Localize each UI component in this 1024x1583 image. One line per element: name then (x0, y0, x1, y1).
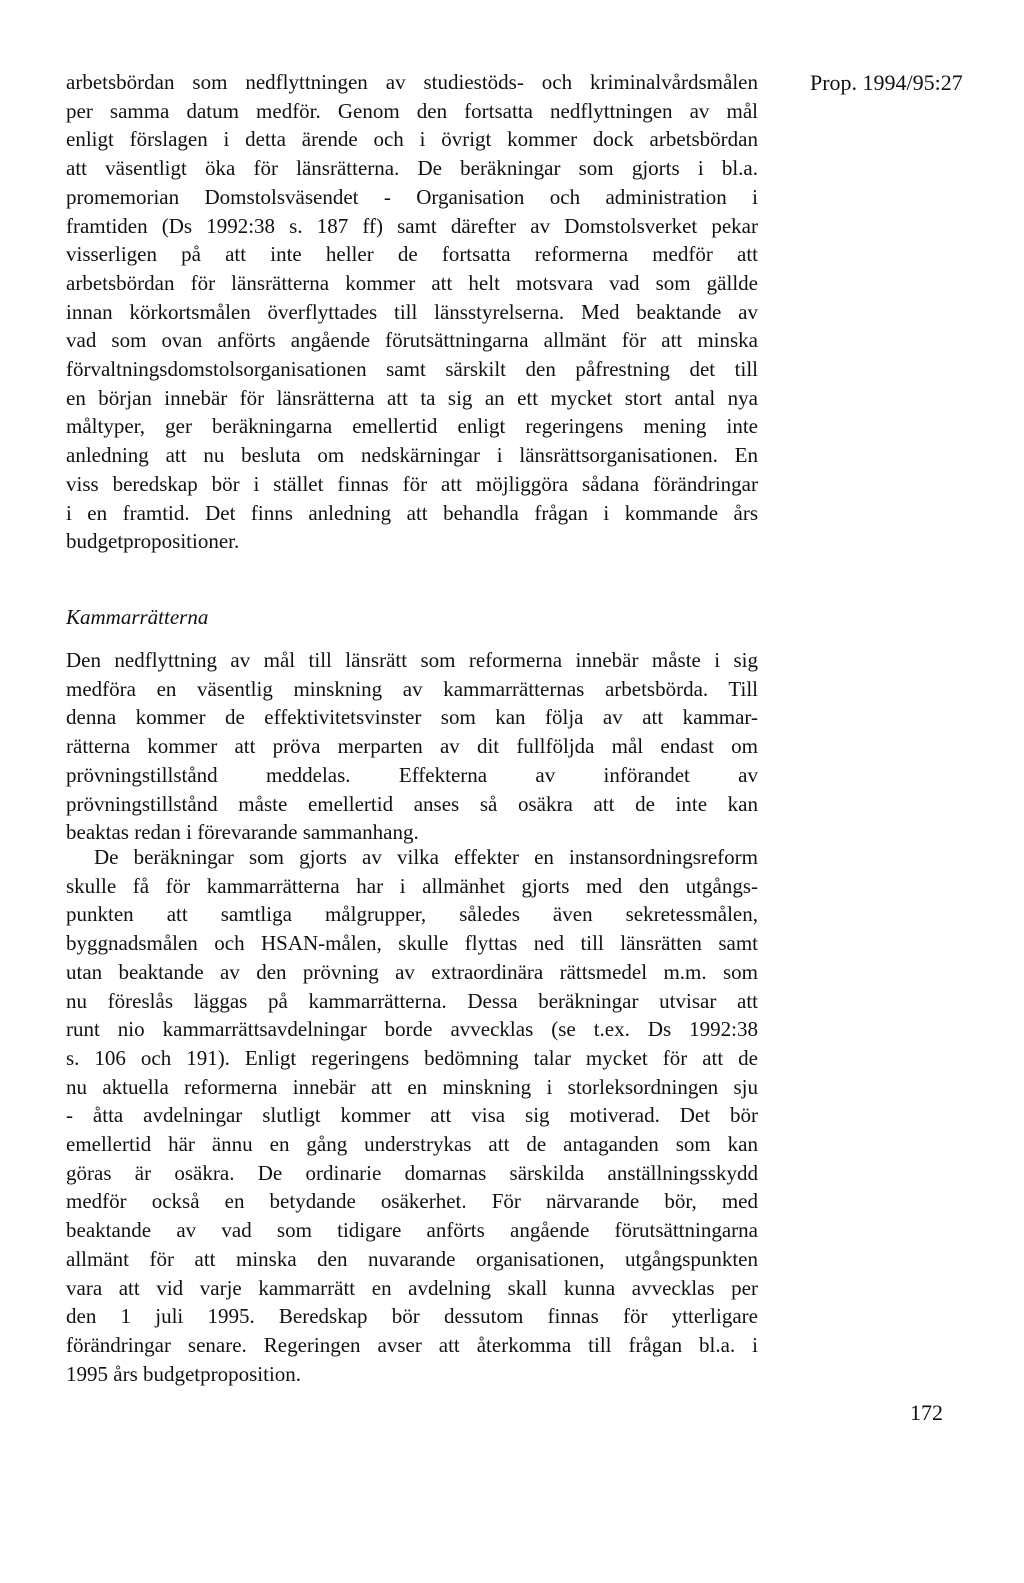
text-line: beaktande av vad som tidigare anförts angående förutsättningarna (66, 1218, 758, 1243)
text-line: i en framtid. Det finns anledning att behandla frågan i kommande års (66, 500, 758, 525)
text-line: rätterna kommer att pröva merparten av dit fullföljda mål endast om (66, 734, 758, 759)
text-line: nu föreslås läggas på kammarrätterna. Dessa beräkningar utvisar att (66, 988, 758, 1013)
paragraph-3 (66, 843, 758, 1388)
text-line: göras är osäkra. De ordinarie domarnas särskilda anställningsskydd (66, 1160, 758, 1185)
text-line: skulle få för kammarrätterna har i allmänhet gjorts med den utgångs- (66, 873, 758, 898)
paragraph-1 (66, 68, 758, 556)
text-line: en början innebär för länsrätterna att ta sig an ett mycket stort antal nya (66, 385, 758, 410)
text-line: framtiden (Ds 1992:38 s. 187 ff) samt därefter av Domstolsverket pekar (66, 213, 758, 238)
text-line: arbetsbördan som nedflyttningen av studiestöds- och kriminalvårdsmålen (66, 70, 758, 94)
text-line: byggnadsmålen och HSAN-målen, skulle flyttas ned till länsrätten samt (66, 931, 758, 956)
section-heading: Kammarrätterna (66, 605, 209, 629)
text-line: anledning att nu besluta om nedskärningar i länsrättsorganisationen. En (66, 443, 758, 468)
text-line: nu aktuella reformerna innebär att en minskning i storleksordningen sju (66, 1074, 758, 1099)
text-line: innan körkortsmålen överflyttades till länsstyrelserna. Med beaktande av (66, 299, 758, 324)
text-line: De beräkningar som gjorts av vilka effekter en instansordningsreform (94, 845, 758, 869)
text-line: visserligen på att inte heller de fortsatta reformerna medför att (66, 242, 758, 267)
text-line: vara att vid varje kammarrätt en avdelning skall kunna avvecklas per (66, 1275, 758, 1300)
text-line: punkten att samtliga målgrupper, således även sekretessmålen, (66, 902, 758, 927)
text-line: s. 106 och 191). Enligt regeringens bedömning talar mycket för att de (66, 1045, 758, 1070)
text-line: beaktas redan i förevarande sammanhang. (66, 820, 419, 845)
text-line: allmänt för att minska den nuvarande organisationen, utgångspunkten (66, 1246, 758, 1271)
text-line: denna kommer de effektivitetsvinster som kan följa av att kammar- (66, 705, 758, 730)
text-line: förändringar senare. Regeringen avser att återkomma till frågan bl.a. i (66, 1332, 758, 1357)
text-line: prövningstillstånd meddelas. Effekterna av införandet av (66, 762, 758, 787)
text-line: medföra en väsentlig minskning av kammarrätternas arbetsbörda. Till (66, 676, 758, 701)
text-line: emellertid här ännu en gång understrykas att de antaganden som kan (66, 1132, 758, 1157)
text-line: arbetsbördan för länsrätterna kommer att helt motsvara vad som gällde (66, 270, 758, 295)
proposition-reference: Prop. 1994/95:27 (810, 70, 963, 95)
text-line: måltyper, ger beräkningarna emellertid enligt regeringens mening inte (66, 414, 758, 439)
text-line: den 1 juli 1995. Beredskap bör dessutom finnas för ytterligare (66, 1304, 758, 1329)
paragraph-2 (66, 646, 758, 847)
text-line: enligt förslagen i detta ärende och i övrigt kommer dock arbetsbördan (66, 127, 758, 152)
text-line: 1995 års budgetproposition. (66, 1361, 302, 1386)
text-line: promemorian Domstolsväsendet - Organisation och administration i (66, 184, 758, 209)
text-line: runt nio kammarrättsavdelningar borde avvecklas (se t.ex. Ds 1992:38 (66, 1017, 758, 1042)
text-line: budgetpropositioner. (66, 529, 240, 554)
text-line: per samma datum medför. Genom den fortsatta nedflyttningen av mål (66, 98, 758, 123)
text-line: medför också en betydande osäkerhet. För närvarande bör, med (66, 1189, 758, 1214)
text-line: prövningstillstånd måste emellertid anses så osäkra att de inte kan (66, 791, 758, 816)
text-line: - åtta avdelningar slutligt kommer att visa sig motiverad. Det bör (66, 1103, 758, 1128)
text-line: förvaltningsdomstolsorganisationen samt särskilt den påfrestning det till (66, 357, 758, 382)
page-number: 172 (910, 1400, 943, 1425)
text-line: utan beaktande av den prövning av extraordinära rättsmedel m.m. som (66, 959, 758, 984)
text-line: vad som ovan anförts angående förutsättningarna allmänt för att minska (66, 328, 758, 353)
text-line: viss beredskap bör i stället finnas för att möjliggöra sådana förändringar (66, 471, 758, 496)
text-line: att väsentligt öka för länsrätterna. De beräkningar som gjorts i bl.a. (66, 156, 758, 181)
text-line: Den nedflyttning av mål till länsrätt som reformerna innebär måste i sig (66, 648, 758, 672)
